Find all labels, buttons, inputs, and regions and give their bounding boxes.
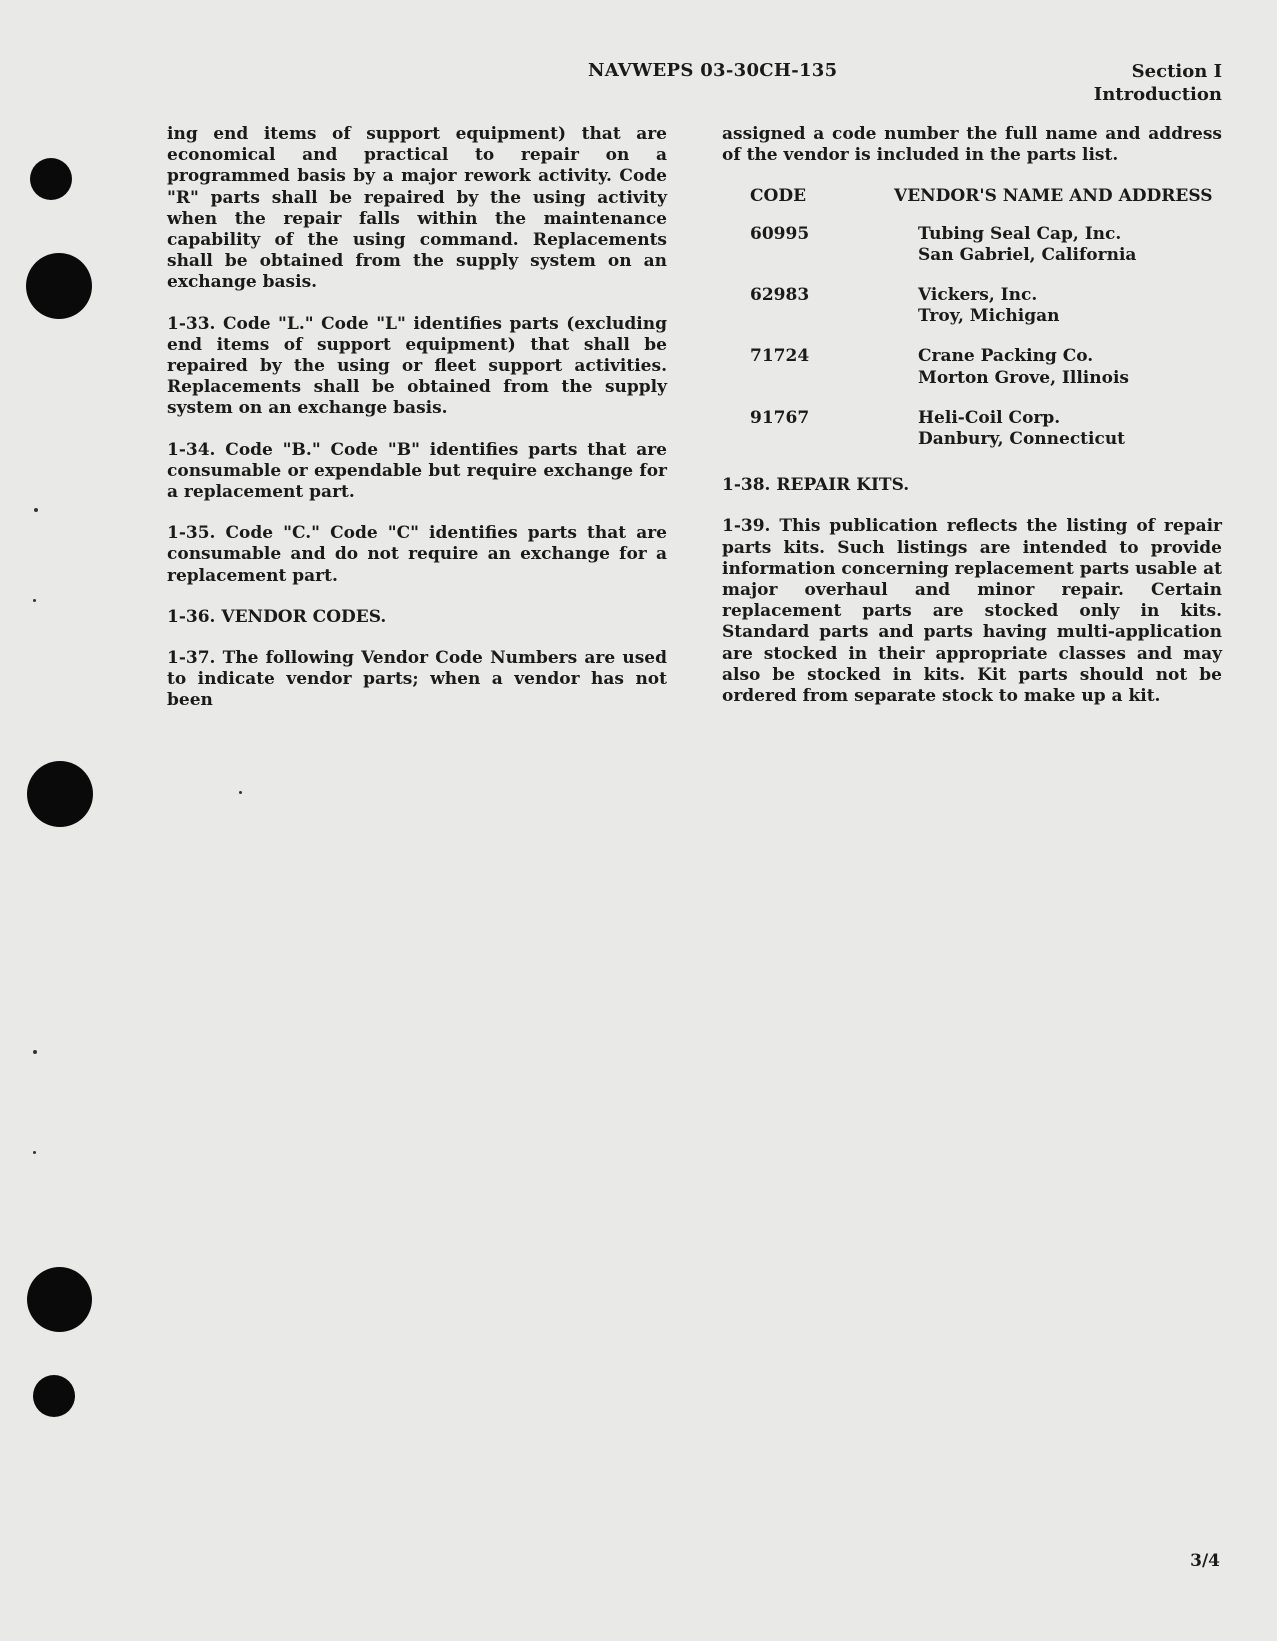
table-header-row — [722, 186, 1222, 223]
vendor-address: Troy, Michigan — [918, 306, 1060, 327]
vendor-code: 71724 — [750, 346, 810, 367]
section-label: Section I — [1131, 61, 1222, 82]
vendor-name: Crane Packing Co. — [918, 346, 1094, 367]
vendor-address: Danbury, Connecticut — [918, 429, 1126, 450]
vendor-name: Tubing Seal Cap, Inc. — [918, 223, 1122, 244]
column-header-vendor: VENDOR'S NAME AND ADDRESS — [894, 186, 1213, 207]
paragraph-1-34: 1-34. Code "B." Code "B" identifies parts that are consumable or expendable but require exchange for a replacement part. — [167, 439, 667, 503]
scan-speck — [33, 599, 36, 602]
page-number: 3/4 — [1190, 1551, 1220, 1571]
paragraph-1-33: 1-33. Code "L." Code "L" identifies parts (excluding end items of support equipment) that shall be repaired by the using or fleet support activities. Replacements shall be obtained from the supply system on an exchange basis. — [167, 313, 667, 419]
publication-number: NAVWEPS 03-30CH-135 — [588, 60, 838, 81]
table-row — [722, 224, 1222, 285]
heading-vendor-codes: 1-36. VENDOR CODES. — [167, 606, 387, 627]
vendor-name-address — [880, 224, 1222, 285]
vendor-name: Vickers, Inc. — [918, 285, 1038, 306]
table-row — [722, 408, 1222, 469]
punch-hole-4 — [27, 1267, 92, 1332]
paragraph-continued: ing end items of support equipment) that are economical and practical to repair on a programmed basis by a major rework activity. Code "R" parts shall be repaired by the using activity when the repair falls within the maintenance capability of the using command. Replacements shall be obtained from the supply system on an exchange basis. — [167, 124, 667, 293]
paragraph-continued-right: assigned a code number the full name and address of the vendor is included in the parts list. — [722, 124, 1222, 166]
section-title: Introduction — [1093, 84, 1222, 105]
right-column — [722, 124, 1222, 727]
punch-hole-1 — [30, 158, 72, 200]
vendor-name-address — [880, 408, 1222, 469]
vendor-address: San Gabriel, California — [918, 244, 1137, 265]
vendor-address: Morton Grove, Illinois — [918, 367, 1129, 388]
paragraph-1-35: 1-35. Code "C." Code "C" identifies parts that are consumable and do not require an exchange for a replacement part. — [167, 523, 667, 586]
vendor-name: Heli-Coil Corp. — [918, 407, 1061, 428]
left-column — [167, 124, 667, 732]
column-header-code: CODE — [750, 186, 807, 207]
scan-speck — [34, 508, 38, 512]
punch-hole-5 — [33, 1375, 75, 1417]
scan-speck — [33, 1050, 37, 1054]
scan-speck — [239, 791, 242, 794]
punch-hole-3 — [27, 761, 93, 827]
table-row — [722, 346, 1222, 407]
table-row — [722, 285, 1222, 346]
vendor-code-table — [722, 186, 1222, 469]
scan-speck — [33, 1151, 36, 1154]
vendor-code: 62983 — [750, 285, 810, 306]
punch-hole-2 — [26, 253, 92, 319]
vendor-name-address — [880, 285, 1222, 346]
paragraph-1-39: 1-39. This publication reflects the listing of repair parts kits. Such listings are intended to provide information concerning replacement parts usable at major overhaul and minor repair. Certain replacement parts are stocked only in kits. Standard parts and parts having multi-application are stocked in their appropriate classes and may also be stocked in kits. Kit parts should not be ordered from separate stock to make up a kit. — [722, 516, 1222, 707]
vendor-code: 60995 — [750, 223, 810, 244]
section-heading — [1094, 60, 1222, 106]
vendor-name-address — [880, 346, 1222, 407]
heading-repair-kits: 1-38. REPAIR KITS. — [722, 475, 910, 496]
paragraph-1-37: 1-37. The following Vendor Code Numbers are used to indicate vendor parts; when a vendor has not been — [167, 648, 667, 711]
vendor-code: 91767 — [750, 407, 810, 428]
